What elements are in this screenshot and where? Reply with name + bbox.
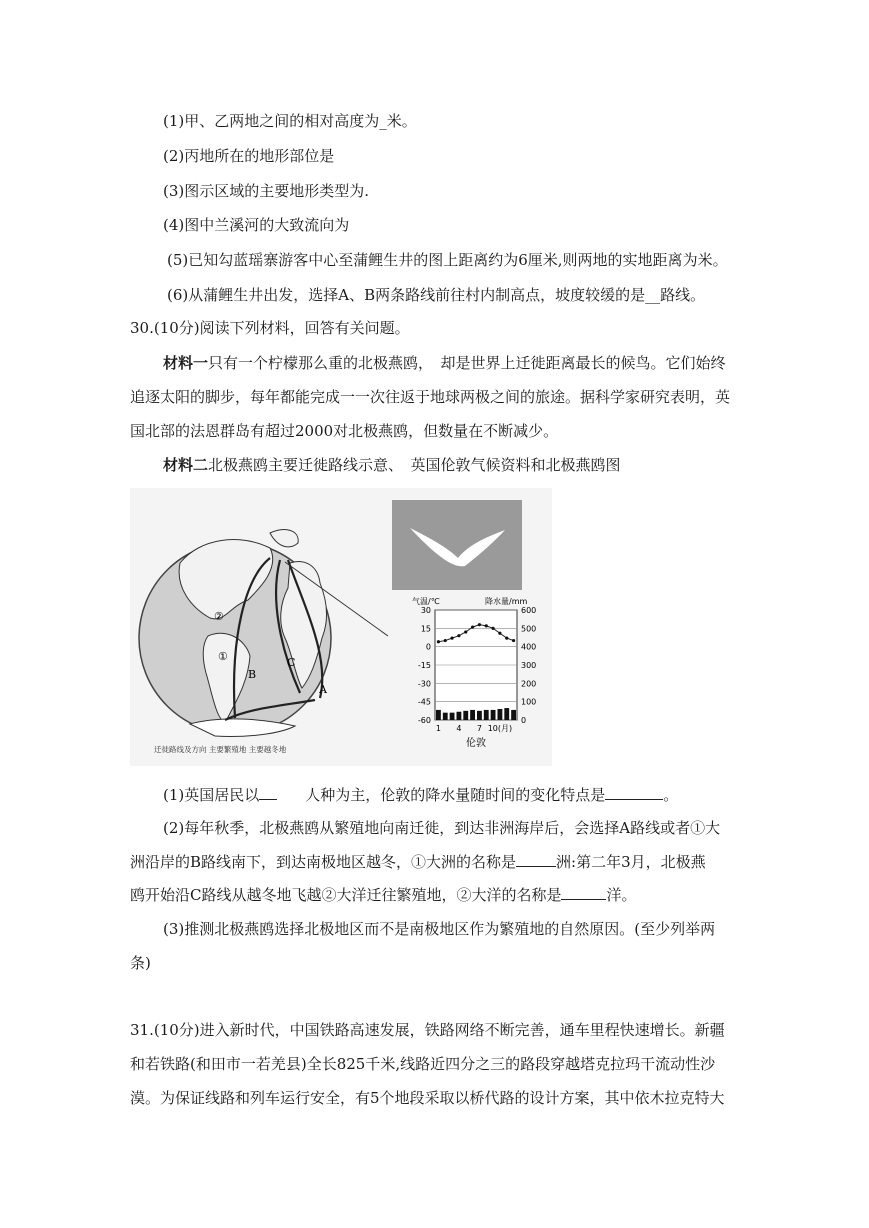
y-left-tick: 30 bbox=[420, 606, 431, 615]
x-tick: 1 bbox=[435, 724, 441, 733]
chart-title: 伦敦 bbox=[466, 738, 486, 749]
precip-bar bbox=[484, 710, 489, 720]
q30-sub2-line3-a: 鸥开始沿C路线从越冬地飞越②大洋迁往繁殖地，②大洋的名称是 bbox=[130, 886, 562, 904]
precip-bar bbox=[450, 713, 455, 720]
q29-sub2: (2)丙地所在的地形部位是 bbox=[163, 147, 335, 165]
blank-precip-feature[interactable] bbox=[605, 785, 663, 800]
q30-sub2-line3-b: 洋。 bbox=[606, 886, 637, 904]
q30-sub1-part-c: 。 bbox=[663, 786, 679, 804]
blank-ocean[interactable] bbox=[561, 885, 606, 900]
y-left-tick: -45 bbox=[417, 697, 431, 707]
precip-bar bbox=[498, 709, 503, 720]
q30-sub3-line2: 条) bbox=[130, 954, 151, 972]
y-right-tick: 100 bbox=[521, 697, 537, 707]
y-right-label: 降水量/mm bbox=[485, 597, 528, 606]
material-one-line2: 追逐太阳的脚步，每年都能完成一一次往返于地球两极之间的旅途。据科学家研究表明，英 bbox=[130, 388, 731, 406]
material-two-line bbox=[163, 455, 621, 475]
temperature-point bbox=[498, 632, 501, 635]
q31-line1: 31.(10分)进入新时代，中国铁路高速发展，铁路网络不断完善，通车里程快速增长。新疆 bbox=[130, 1021, 725, 1039]
temperature-point bbox=[505, 637, 508, 640]
label-c: C bbox=[287, 656, 296, 669]
x-tick: 10(月) bbox=[487, 724, 513, 733]
precip-bar bbox=[511, 710, 516, 720]
y-left-tick: -15 bbox=[417, 661, 431, 670]
y-left-label: 气温/℃ bbox=[412, 597, 440, 606]
material-one-line1 bbox=[163, 353, 726, 373]
temperature-point bbox=[457, 634, 460, 637]
q30-sub1 bbox=[163, 785, 678, 805]
temperature-point bbox=[464, 630, 467, 633]
q30-sub2-line2-a: 洲沿岸的B路线南下，到达南极地区越冬，①大洲的名称是 bbox=[130, 853, 517, 871]
label-circle2: ② bbox=[214, 610, 224, 623]
q30-sub3-line1: (3)推测北极燕鸥选择北极地区而不是南极地区作为繁殖地的自然原因。(至少列举两 bbox=[163, 920, 716, 938]
precip-bar bbox=[457, 712, 462, 720]
precip-bar bbox=[443, 713, 448, 720]
material-two-label: 材料二 bbox=[163, 456, 209, 474]
q29-sub1: (1)甲、乙两地之间的相对高度为_米。 bbox=[163, 112, 417, 130]
q30-sub2-line1: (2)每年秋季，北极燕鸥从繁殖地向南迁徙，到达非洲海岸后，会选择A路线或者①大 bbox=[163, 819, 721, 837]
q31-line3: 漠。为保证线路和列车运行安全，有5个地段采取以桥代路的设计方案，其中依木拉克特大 bbox=[130, 1089, 725, 1107]
y-left-tick: -60 bbox=[417, 716, 431, 725]
temperature-point bbox=[485, 624, 488, 627]
label-a: A bbox=[319, 683, 327, 696]
y-right-tick: 300 bbox=[521, 661, 537, 670]
precip-bar bbox=[470, 710, 475, 720]
y-right-tick: 500 bbox=[521, 624, 537, 634]
q29-sub4: (4)图中兰溪河的大致流向为 bbox=[163, 216, 350, 234]
migration-figure bbox=[130, 488, 552, 766]
y-right-tick: 200 bbox=[521, 679, 537, 689]
precip-bar bbox=[504, 708, 509, 720]
q30-header: 30.(10分)阅读下列材料，回答有关问题。 bbox=[130, 319, 410, 337]
temperature-point bbox=[437, 640, 440, 643]
temperature-point bbox=[478, 623, 481, 626]
temperature-point bbox=[450, 637, 453, 640]
blank-race[interactable] bbox=[259, 785, 277, 800]
tern-photo bbox=[392, 500, 522, 590]
precip-bar bbox=[491, 710, 496, 720]
y-left-tick: 15 bbox=[420, 624, 431, 634]
q29-sub6: (6)从蒲鲤生井出发，选择A、B两条路线前往村内制高点，坡度较缓的是__路线。 bbox=[167, 286, 706, 304]
material-one-line3: 国北部的法恩群岛有超过2000对北极燕鸥，但数量在不断减少。 bbox=[130, 422, 559, 440]
q30-sub2-line2-b: 洲:第二年3月，北极燕 bbox=[556, 853, 706, 871]
precip-bar bbox=[463, 711, 468, 720]
x-tick: 7 bbox=[476, 724, 482, 733]
q30-sub1-part-a: (1)英国居民以 bbox=[163, 786, 260, 804]
material-two-text: 北极燕鸥主要迁徙路线示意、 英国伦敦气候资料和北极燕鸥图 bbox=[208, 456, 621, 474]
q29-sub3: (3)图示区域的主要地形类型为. bbox=[163, 182, 370, 200]
climate-chart bbox=[412, 596, 536, 749]
q30-sub1-part-b: 人种为主，伦敦的降水量随时间的变化特点是 bbox=[305, 786, 606, 804]
temperature-point bbox=[444, 639, 447, 642]
temperature-point bbox=[471, 626, 474, 629]
temperature-point bbox=[512, 639, 515, 642]
precip-bar bbox=[477, 711, 482, 720]
y-right-tick: 600 bbox=[521, 606, 537, 615]
y-left-tick: 0 bbox=[425, 642, 431, 652]
q29-sub5: (5)已知勾蓝瑶寨游客中心至蒲鲤生井的图上距离约为6厘米,则两地的实地距离为米。 bbox=[167, 251, 728, 269]
y-left-tick: -30 bbox=[417, 679, 431, 689]
label-b: B bbox=[248, 668, 257, 681]
x-tick: 4 bbox=[456, 724, 462, 733]
material-one-label: 材料一 bbox=[163, 354, 209, 372]
blank-continent[interactable] bbox=[516, 852, 556, 867]
y-right-tick: 400 bbox=[521, 642, 537, 652]
label-circle1: ① bbox=[218, 650, 228, 663]
greenland bbox=[270, 530, 298, 547]
q30-sub2-line2 bbox=[130, 852, 706, 872]
material-one-text: 只有一个柠檬那么重的北极燕鸥， 却是世界上迁徙距离最长的候鸟。它们始终 bbox=[208, 354, 726, 372]
q30-sub2-line3 bbox=[130, 885, 637, 905]
q31-line2: 和若铁路(和田市一若羌县)全长825千米,线路近四分之三的路段穿越塔克拉玛干流动性沙 bbox=[130, 1055, 716, 1073]
y-right-tick: 0 bbox=[521, 716, 527, 725]
precip-bar bbox=[436, 710, 441, 720]
temperature-point bbox=[491, 627, 494, 630]
map-legend: 迁徙路线及方向 主要繁殖地 主要越冬地 bbox=[154, 745, 287, 754]
figure-svg bbox=[130, 488, 552, 766]
